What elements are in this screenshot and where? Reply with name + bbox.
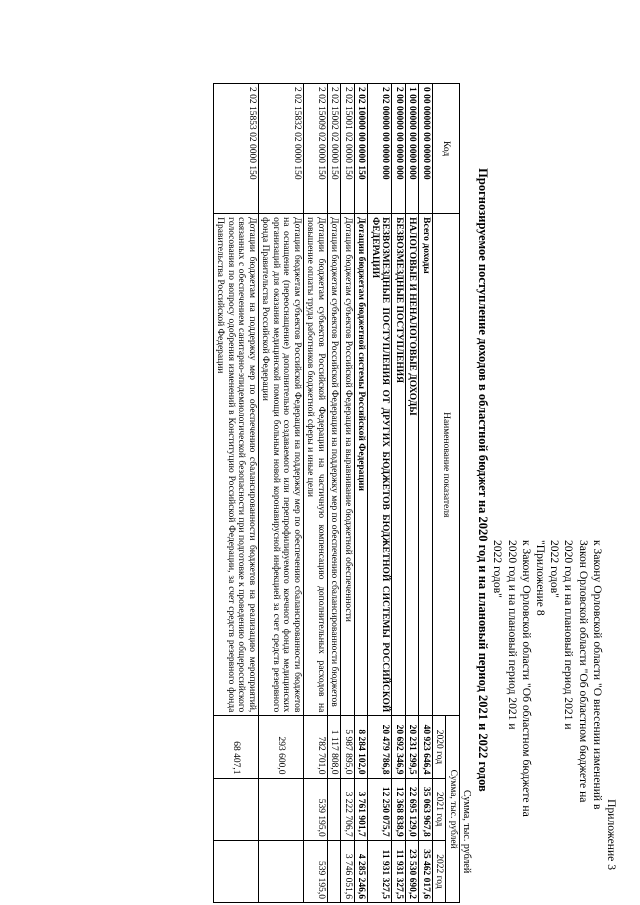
row-name: БЕЗВОЗМЕЗДНЫЕ ПОСТУПЛЕНИЯ ОТ ДРУГИХ БЮДЖЕТОВ БЮДЖЕТНОЙ СИСТЕМЫ РОССИЙСКОЙ ФЕДЕРАЦИИ: [368, 214, 392, 716]
row-2022: 23 530 690,2: [406, 840, 420, 902]
row-code: 2 02 00000 00 0000 000: [368, 84, 392, 214]
table-row: [368, 84, 392, 903]
row-2021: 12 250 075,7: [368, 778, 392, 840]
row-2021: 3 222 706,7: [341, 778, 355, 840]
table-row: [341, 84, 355, 903]
row-2021: 12 368 838,9: [392, 778, 406, 840]
row-2022: 11 931 327,5: [392, 840, 406, 902]
row-code: 2 02 15853 02 0000 150: [214, 84, 259, 214]
header-2022: 2022 год: [433, 840, 447, 902]
row-2022: [214, 840, 259, 902]
row-name: БЕЗВОЗМЕЗДНЫЕ ПОСТУПЛЕНИЯ: [392, 214, 406, 716]
row-2021: 22 695 129,0: [406, 778, 420, 840]
row-2021: [328, 778, 342, 840]
row-2021: 35 063 967,8: [419, 778, 433, 840]
row-name: НАЛОГОВЫЕ И НЕНАЛОГОВЫЕ ДОХОДЫ: [406, 214, 420, 716]
row-name: Дотации бюджетам субъектов Российской Федерации на частичную компенсацию дополнительных расходов на повышение оплаты труда работников бюджетной сферы и иные цели: [304, 214, 328, 716]
document-title: Прогнозируемое поступление доходов в областной бюджет на 2020 год и на плановый период 2021 и 2022 годов: [476, 168, 490, 792]
table-row: [328, 84, 342, 903]
table-row: [259, 84, 304, 903]
row-name: Дотации бюджетам бюджетной системы Российской Федерации: [355, 214, 369, 716]
row-2020: 782 701,0: [304, 716, 328, 778]
appendix-line: 2020 год и на плановый период 2021 и: [562, 540, 576, 730]
row-2020: 40 923 646,4: [419, 716, 433, 778]
units-label: Сумма, тыс. рублей: [461, 790, 472, 874]
row-code: 2 02 10000 00 0000 150: [355, 84, 369, 214]
header-code: Код: [433, 84, 460, 214]
row-2021: 3 761 901,7: [355, 778, 369, 840]
row-2022: [259, 840, 304, 902]
revenue-table: [213, 83, 460, 903]
row-2022: [328, 840, 342, 902]
inner-appendix-line: 2020 год и на плановый период 2021 и: [505, 540, 519, 730]
inner-appendix-line: к Закону Орловской области "Об областном бюджете на: [519, 540, 533, 817]
table-row: [304, 84, 328, 903]
header-units: Сумма, тыс. рублей: [446, 716, 460, 903]
row-2022: 35 462 017,6: [419, 840, 433, 902]
row-2021: [214, 778, 259, 840]
row-2020: 5 987 895,0: [341, 716, 355, 778]
row-2020: 20 231 299,5: [406, 716, 420, 778]
row-name: Дотации бюджетам субъектов Российской Федерации на выравнивание бюджетной обеспеченности: [341, 214, 355, 716]
row-code: 2 02 15832 02 0000 150: [259, 84, 304, 214]
row-code: 2 02 15001 02 0000 150: [341, 84, 355, 214]
row-code: 2 02 15002 02 0000 150: [328, 84, 342, 214]
inner-appendix-header: "Приложение 8: [533, 540, 547, 616]
row-2020: 20 479 786,8: [368, 716, 392, 778]
row-2020: 20 692 346,9: [392, 716, 406, 778]
row-2022: 3 746 051,6: [341, 840, 355, 902]
row-2022: 4 285 246,6: [355, 840, 369, 902]
appendix-header: Приложение 3: [605, 799, 618, 870]
row-code: 2 02 15009 02 0000 150: [304, 84, 328, 214]
header-2020: 2020 год: [433, 716, 447, 778]
row-2022: 11 931 327,5: [368, 840, 392, 902]
row-2020: 68 407,1: [214, 716, 259, 778]
appendix-line: 2022 годов": [548, 540, 562, 598]
row-2022: 539 195,0: [304, 840, 328, 902]
inner-appendix-line: 2022 годов": [491, 540, 505, 598]
row-2020: 293 600,0: [259, 716, 304, 778]
row-name: Дотации бюджетам субъектов Российской Федерации на поддержку мер по обеспечению сбалансированности бюджетов: [328, 214, 342, 716]
table-row: [419, 84, 433, 903]
header-name: Наименование показателя: [433, 214, 460, 716]
row-2020: 8 284 102,0: [355, 716, 369, 778]
table-row: [406, 84, 420, 903]
row-code: 2 00 00000 00 0000 000: [392, 84, 406, 214]
table-row: [392, 84, 406, 903]
row-name: Дотации бюджетам на поддержку мер по обеспечению сбалансированности бюджетов на реализацию мероприятий, связанных с обеспечением санитарно-эпидемиологической безопасности при подготовке к проведению общероссийского голосования по вопросу одобрения изменений в Конституцию Российской Федерации, за счет средств резервного фонда Правительства Российской Федерации: [214, 214, 259, 716]
row-2021: 539 195,0: [304, 778, 328, 840]
table-row: [214, 84, 259, 903]
appendix-line: Закон Орловской области "Об областном бюджете на: [576, 540, 590, 803]
header-2021: 2021 год: [433, 778, 447, 840]
table-header-row: [446, 84, 460, 903]
appendix-line: к Закону Орловской области "О внесении изменений в: [590, 540, 604, 810]
row-name: Всего доходы: [419, 214, 433, 716]
row-2021: [259, 778, 304, 840]
table-row: [355, 84, 369, 903]
row-code: 0 00 00000 00 0000 000: [419, 84, 433, 214]
row-2020: 1 117 808,0: [328, 716, 342, 778]
row-code: 1 00 00000 00 0000 000: [406, 84, 420, 214]
row-name: Дотации бюджетам субъектов Российской Федерации на поддержку мер по обеспечению сбалансированности бюджетов на оснащение (переоснащение) дополнительно создаваемого или перепрофилируемого коечного фонда медицинских организаций для оказания медицинской помощи больным новой коронавирусной инфекцией за счет средств резервного фонда Правительства Российской Федерации: [259, 214, 304, 716]
appendix-block: [490, 540, 618, 870]
